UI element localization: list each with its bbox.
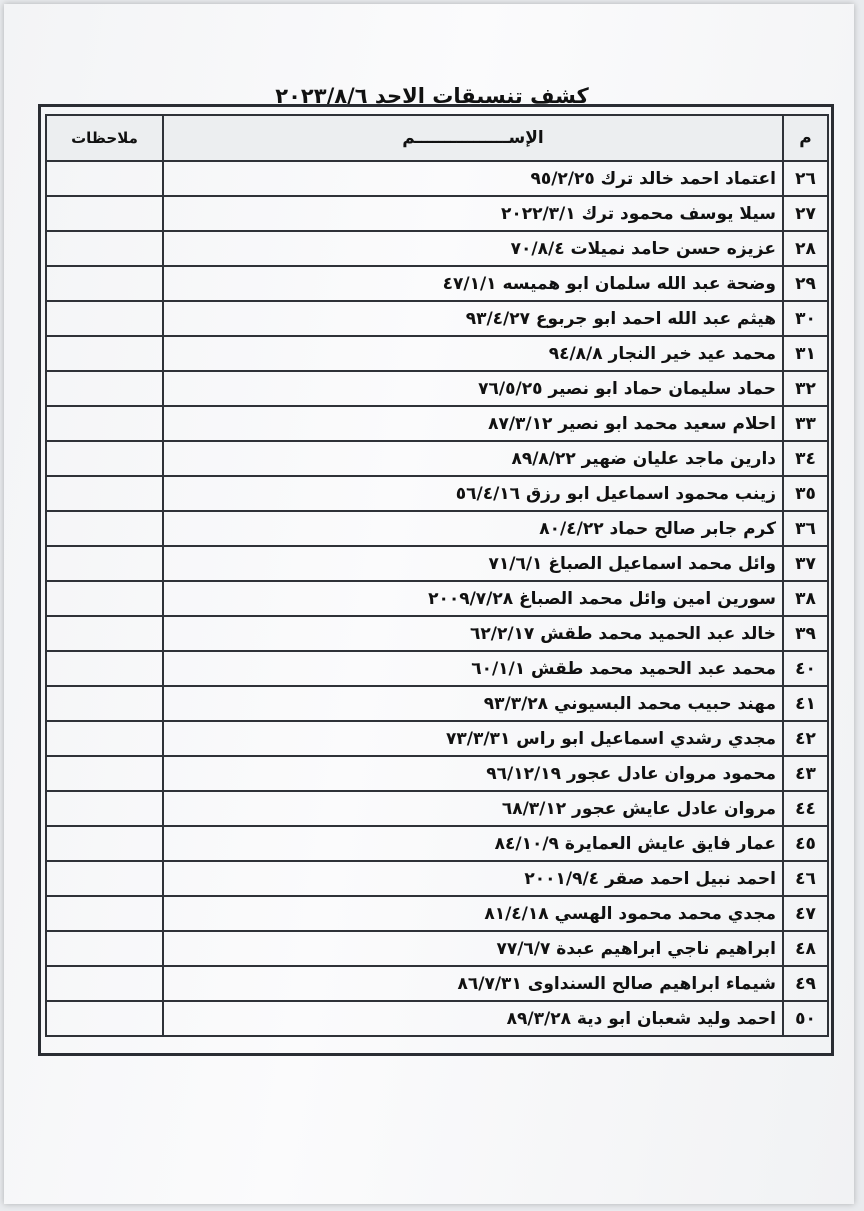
row-notes	[46, 511, 163, 546]
roster-table	[45, 114, 829, 1037]
row-name: محمد عبد الحميد محمد طقش ٦٠/١/١	[163, 651, 783, 686]
table-row	[46, 721, 828, 756]
row-notes	[46, 966, 163, 1001]
header-number: م	[783, 115, 828, 161]
table-row	[46, 756, 828, 791]
row-number: ٣٩	[783, 616, 828, 651]
table-row	[46, 581, 828, 616]
row-number: ٤٢	[783, 721, 828, 756]
row-notes	[46, 581, 163, 616]
row-name: مهند حبيب محمد البسيوني ٩٣/٣/٢٨	[163, 686, 783, 721]
table-row	[46, 546, 828, 581]
row-name: مجدي رشدي اسماعيل ابو راس ٧٣/٣/٣١	[163, 721, 783, 756]
row-name: سيلا يوسف محمود ترك ٢٠٢٢/٣/١	[163, 196, 783, 231]
row-number: ٤٠	[783, 651, 828, 686]
row-name: مروان عادل عايش عجور ٦٨/٣/١٢	[163, 791, 783, 826]
row-name: عمار فايق عايش العمايرة ٨٤/١٠/٩	[163, 826, 783, 861]
roster-frame	[38, 104, 834, 1056]
table-row	[46, 441, 828, 476]
row-name: محمد عيد خير النجار ٩٤/٨/٨	[163, 336, 783, 371]
row-notes	[46, 791, 163, 826]
table-row	[46, 476, 828, 511]
row-number: ٤١	[783, 686, 828, 721]
row-notes	[46, 406, 163, 441]
row-number: ٣٨	[783, 581, 828, 616]
row-name: هيثم عبد الله احمد ابو جربوع ٩٣/٤/٢٧	[163, 301, 783, 336]
row-notes	[46, 266, 163, 301]
row-name: وائل محمد اسماعيل الصباغ ٧١/٦/١	[163, 546, 783, 581]
row-name: دارين ماجد عليان ضهير ٨٩/٨/٢٢	[163, 441, 783, 476]
row-number: ٣١	[783, 336, 828, 371]
header-name: الإســــــــــــــــم	[163, 115, 783, 161]
table-row	[46, 301, 828, 336]
header-notes: ملاحظات	[46, 115, 163, 161]
table-row	[46, 861, 828, 896]
row-name: احمد نبيل احمد صقر ٢٠٠١/٩/٤	[163, 861, 783, 896]
row-notes	[46, 196, 163, 231]
row-name: اعتماد احمد خالد ترك ٩٥/٢/٢٥	[163, 161, 783, 196]
row-number: ٢٩	[783, 266, 828, 301]
row-notes	[46, 756, 163, 791]
table-row	[46, 231, 828, 266]
row-number: ٣٣	[783, 406, 828, 441]
row-name: سورين امين وائل محمد الصباغ ٢٠٠٩/٧/٢٨	[163, 581, 783, 616]
table-row	[46, 791, 828, 826]
table-row	[46, 966, 828, 1001]
row-name: عزيزه حسن حامد نميلات ٧٠/٨/٤	[163, 231, 783, 266]
row-notes	[46, 336, 163, 371]
row-name: شيماء ابراهيم صالح السنداوى ٨٦/٧/٣١	[163, 966, 783, 1001]
table-row	[46, 896, 828, 931]
row-number: ٢٦	[783, 161, 828, 196]
row-name: محمود مروان عادل عجور ٩٦/١٢/١٩	[163, 756, 783, 791]
row-notes	[46, 616, 163, 651]
row-number: ٤٣	[783, 756, 828, 791]
row-notes	[46, 931, 163, 966]
table-row	[46, 336, 828, 371]
row-number: ٤٨	[783, 931, 828, 966]
row-name: حماد سليمان حماد ابو نصير ٧٦/٥/٢٥	[163, 371, 783, 406]
row-name: احلام سعيد محمد ابو نصير ٨٧/٣/١٢	[163, 406, 783, 441]
row-notes	[46, 721, 163, 756]
row-notes	[46, 546, 163, 581]
row-number: ٣٤	[783, 441, 828, 476]
page-title: كشف تنسيقات الاحد ٢٠٢٣/٨/٦	[275, 84, 589, 108]
row-notes	[46, 826, 163, 861]
row-notes	[46, 651, 163, 686]
row-name: وضحة عبد الله سلمان ابو هميسه ٤٧/١/١	[163, 266, 783, 301]
row-notes	[46, 161, 163, 196]
table-row	[46, 1001, 828, 1036]
row-number: ٣٠	[783, 301, 828, 336]
row-notes	[46, 896, 163, 931]
row-notes	[46, 441, 163, 476]
table-header-row	[46, 115, 828, 161]
row-number: ٥٠	[783, 1001, 828, 1036]
table-row	[46, 826, 828, 861]
table-row	[46, 371, 828, 406]
table-row	[46, 616, 828, 651]
row-number: ٢٨	[783, 231, 828, 266]
row-notes	[46, 301, 163, 336]
row-notes	[46, 861, 163, 896]
table-row	[46, 931, 828, 966]
row-name: احمد وليد شعبان ابو دية ٨٩/٣/٢٨	[163, 1001, 783, 1036]
table-row	[46, 511, 828, 546]
row-number: ٤٤	[783, 791, 828, 826]
table-row	[46, 406, 828, 441]
row-notes	[46, 371, 163, 406]
row-number: ٤٩	[783, 966, 828, 1001]
table-row	[46, 266, 828, 301]
row-name: زينب محمود اسماعيل ابو رزق ٥٦/٤/١٦	[163, 476, 783, 511]
row-name: مجدي محمد محمود الهسي ٨١/٤/١٨	[163, 896, 783, 931]
row-number: ٣٧	[783, 546, 828, 581]
row-number: ٤٥	[783, 826, 828, 861]
row-number: ٢٧	[783, 196, 828, 231]
row-notes	[46, 476, 163, 511]
table-row	[46, 161, 828, 196]
row-name: ابراهيم ناجي ابراهيم عبدة ٧٧/٦/٧	[163, 931, 783, 966]
row-notes	[46, 231, 163, 266]
row-name: خالد عبد الحميد محمد طقش ٦٢/٢/١٧	[163, 616, 783, 651]
table-row	[46, 196, 828, 231]
row-name: كرم جابر صالح حماد ٨٠/٤/٢٢	[163, 511, 783, 546]
row-notes	[46, 686, 163, 721]
row-notes	[46, 1001, 163, 1036]
table-row	[46, 651, 828, 686]
row-number: ٣٥	[783, 476, 828, 511]
table-row	[46, 686, 828, 721]
row-number: ٣٢	[783, 371, 828, 406]
row-number: ٤٦	[783, 861, 828, 896]
row-number: ٤٧	[783, 896, 828, 931]
row-number: ٣٦	[783, 511, 828, 546]
